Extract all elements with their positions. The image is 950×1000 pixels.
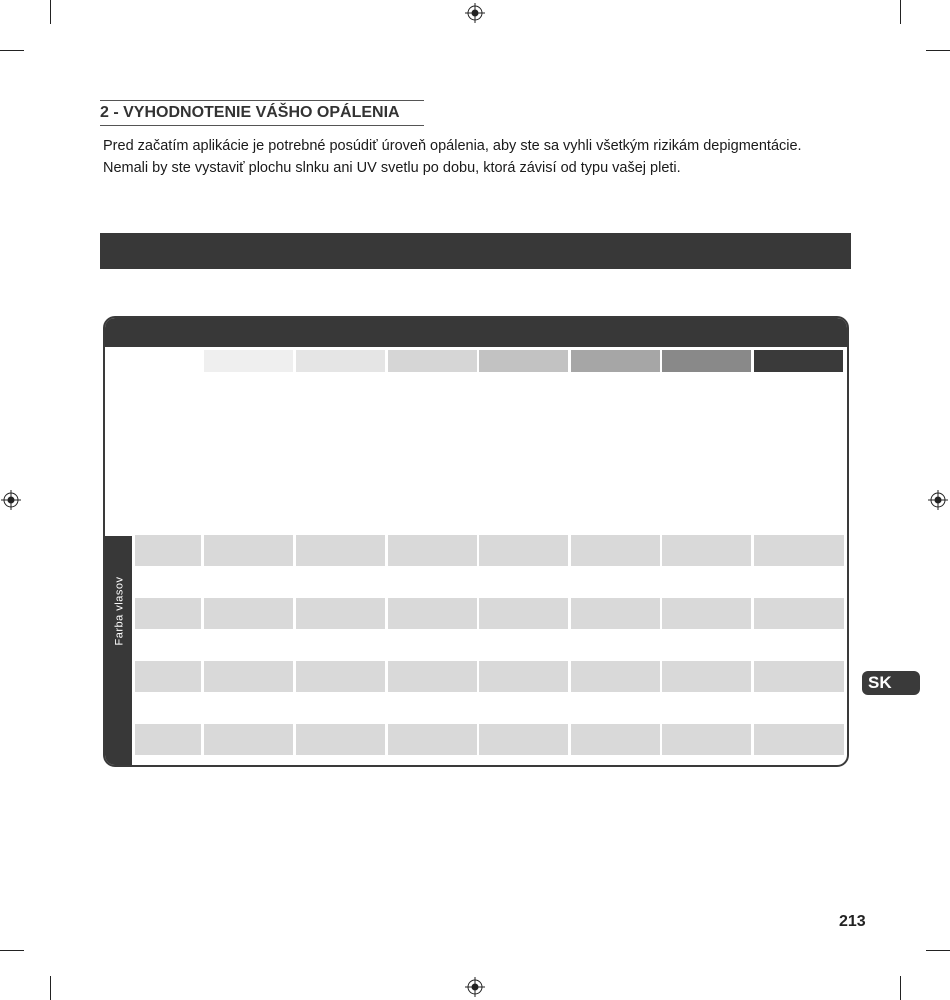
crop-mark <box>926 950 950 951</box>
table-cell <box>135 598 201 629</box>
registration-mark-icon <box>465 977 485 997</box>
table-cell <box>479 724 568 755</box>
table-cell <box>571 661 660 692</box>
table-cell <box>571 724 660 755</box>
table-cell <box>754 661 844 692</box>
table-cell <box>135 535 201 566</box>
table-cell <box>388 661 477 692</box>
table-cell <box>296 535 385 566</box>
table-cell <box>754 598 844 629</box>
table-cell <box>296 598 385 629</box>
crop-mark <box>0 950 24 951</box>
table-cell <box>135 661 201 692</box>
table-cell <box>662 661 751 692</box>
table-cell <box>479 598 568 629</box>
table-cell <box>204 598 293 629</box>
intro-line: Pred začatím aplikácie je potrebné posúdiť úroveň opálenia, aby ste sa vyhli všetkým rizikám depigmentácie. <box>103 138 802 154</box>
table-cell <box>479 661 568 692</box>
crop-mark <box>0 50 24 51</box>
skin-tone-swatch <box>571 350 660 372</box>
crop-mark <box>900 0 901 24</box>
registration-mark-icon <box>1 490 21 510</box>
table-cell <box>754 535 844 566</box>
intro-line: Nemali by ste vystaviť plochu slnku ani UV svetlu po dobu, ktorá závisí od typu vašej pleti. <box>103 160 681 176</box>
registration-mark-icon <box>465 3 485 23</box>
skin-tone-swatch <box>204 350 293 372</box>
table-cell <box>388 598 477 629</box>
intro-paragraph <box>103 135 802 179</box>
section-title: 2 - VYHODNOTENIE VÁŠHO OPÁLENIA <box>100 100 424 126</box>
language-badge: SK <box>862 671 920 695</box>
skin-tone-swatch <box>479 350 568 372</box>
table-cell <box>135 724 201 755</box>
table-cell <box>296 661 385 692</box>
hair-color-label: Farba vlasov <box>112 576 125 646</box>
skin-tone-swatch <box>388 350 477 372</box>
registration-mark-icon <box>928 490 948 510</box>
hair-color-band <box>105 536 132 767</box>
crop-mark <box>926 50 950 51</box>
crop-mark <box>900 976 901 1000</box>
table-cell <box>662 535 751 566</box>
table-cell <box>388 535 477 566</box>
table-cell <box>662 598 751 629</box>
table-cell <box>204 535 293 566</box>
skin-tone-swatch <box>754 350 843 372</box>
section-banner <box>100 233 851 269</box>
crop-mark <box>50 976 51 1000</box>
table-header-bar <box>105 318 847 347</box>
skin-tone-swatch <box>662 350 751 372</box>
table-cell <box>754 724 844 755</box>
table-cell <box>479 535 568 566</box>
table-cell <box>571 535 660 566</box>
table-cell <box>204 724 293 755</box>
table-cell <box>204 661 293 692</box>
page-number: 213 <box>839 913 866 930</box>
table-cell <box>388 724 477 755</box>
skin-tone-swatch <box>296 350 385 372</box>
table-cell <box>662 724 751 755</box>
table-cell <box>296 724 385 755</box>
crop-mark <box>50 0 51 24</box>
table-cell <box>571 598 660 629</box>
